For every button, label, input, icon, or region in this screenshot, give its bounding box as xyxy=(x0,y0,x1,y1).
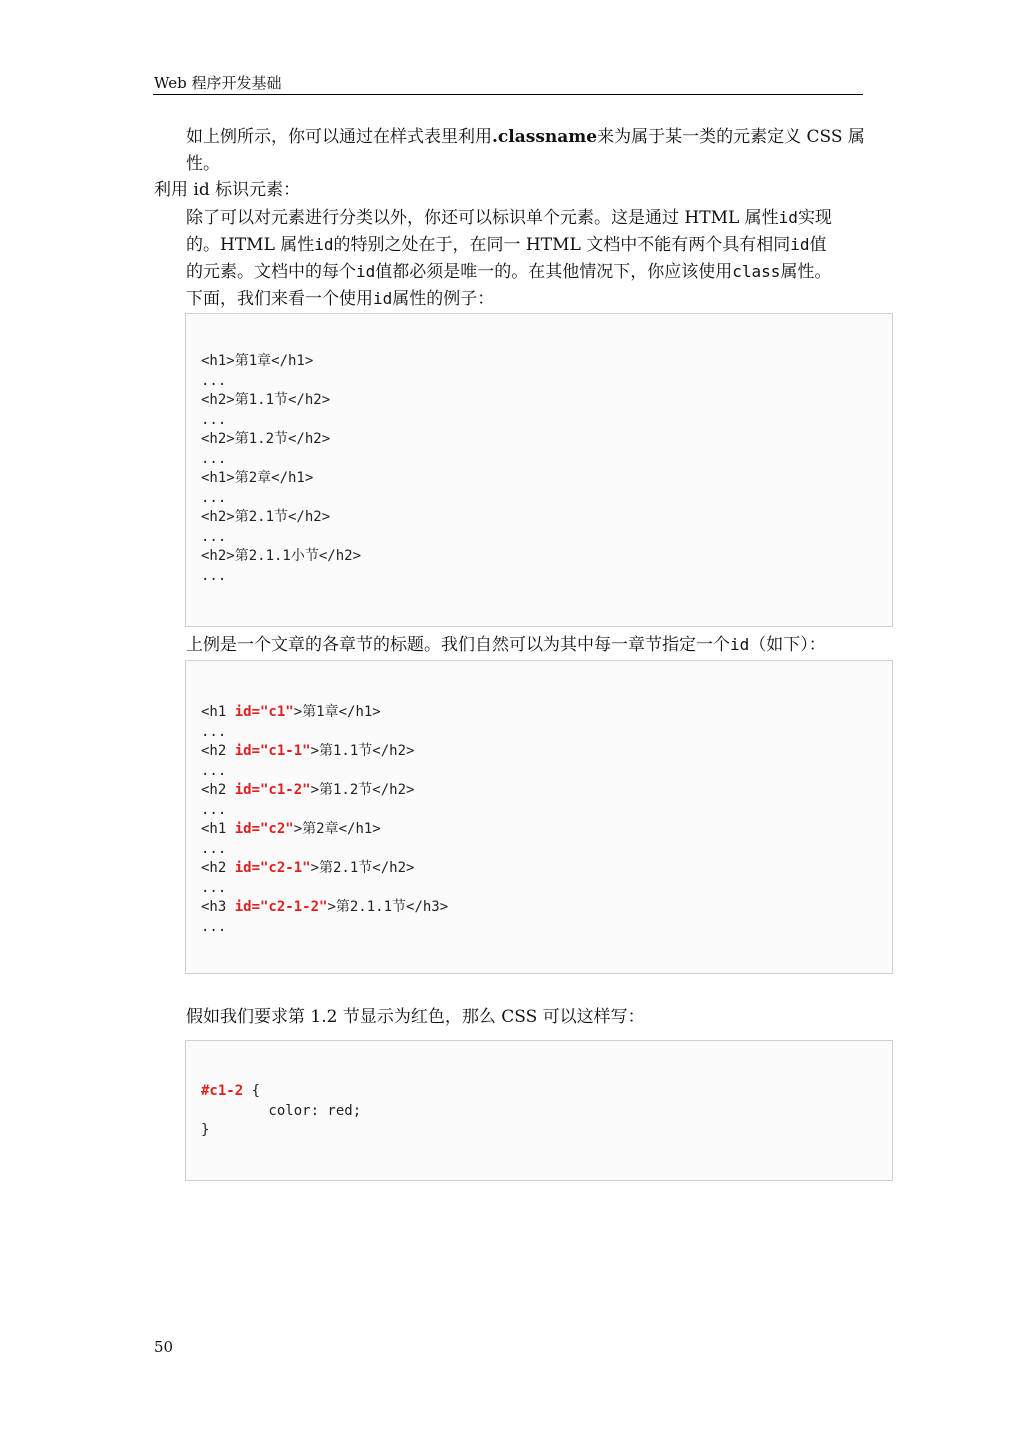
code-token: <h2 xyxy=(201,782,235,798)
code-token: <h1 xyxy=(201,821,235,837)
paragraph-id-line3 xyxy=(186,258,831,286)
text-segment: 属性。 xyxy=(780,262,832,282)
id-attribute: id="c1" xyxy=(234,704,294,720)
code-line xyxy=(201,820,448,840)
code-token: >第2.1节</h2> xyxy=(310,860,415,876)
paragraph-assign-id xyxy=(186,631,826,659)
id-attribute: id="c2-1" xyxy=(234,860,311,876)
text-segment: （如下）： xyxy=(749,635,826,655)
code-line: <h2>第1.1节</h2> xyxy=(201,392,331,408)
text-segment: 值 xyxy=(809,235,827,255)
code-token: <h2 xyxy=(201,743,235,759)
id-attribute: id="c1-1" xyxy=(234,743,311,759)
code-token: { xyxy=(243,1083,261,1099)
id-attribute: id="c2-1-2" xyxy=(234,899,328,915)
text-segment: 值都必须是唯一的。在其他情况下，你应该使用 xyxy=(375,262,733,282)
code-token: >第1.1节</h2> xyxy=(310,743,415,759)
code-line xyxy=(201,742,448,762)
code-block xyxy=(201,703,448,937)
code-line: <h2>第2.1.1小节</h2> xyxy=(201,548,362,564)
inline-code: id xyxy=(730,635,750,654)
code-line xyxy=(201,898,448,918)
code-token: >第2.1.1节</h3> xyxy=(327,899,449,915)
code-line xyxy=(201,918,448,938)
text-segment: 实现 xyxy=(797,208,832,228)
code-line: ... xyxy=(201,489,227,506)
code-token: ... xyxy=(201,762,227,779)
code-token: ... xyxy=(201,801,227,818)
page-number: 50 xyxy=(154,1338,174,1356)
code-token: ... xyxy=(201,918,227,935)
text-segment: 属性的例子： xyxy=(392,289,495,309)
text-segment: 的特别之处在于，在同一 HTML 文档中不能有两个具有相同 xyxy=(333,235,791,255)
code-line: ... xyxy=(201,528,227,545)
code-line: <h2>第1.2节</h2> xyxy=(201,431,331,447)
text-segment: 如上例所示，你可以通过在样式表里利用 xyxy=(186,127,492,147)
code-block xyxy=(201,1082,361,1141)
inline-code: id xyxy=(373,289,393,308)
code-line: ... xyxy=(201,372,227,389)
code-line: ... xyxy=(201,450,227,467)
code-token: ... xyxy=(201,879,227,896)
code-token: ... xyxy=(201,723,227,740)
code-token: >第1章</h1> xyxy=(293,704,381,720)
code-line: <h1>第2章</h1> xyxy=(201,470,314,486)
paragraph-classname-cont: 性。 xyxy=(186,154,220,174)
inline-code: id xyxy=(790,235,810,254)
code-line: ... xyxy=(201,411,227,428)
id-attribute: id="c1-2" xyxy=(234,782,311,798)
code-example-headings xyxy=(185,313,893,627)
code-token: >第2章</h1> xyxy=(293,821,381,837)
code-line xyxy=(201,840,448,860)
text-segment: 来为属于某一类的元素定义 CSS 属 xyxy=(597,127,865,147)
css-selector: #c1-2 xyxy=(201,1083,244,1099)
code-example-css xyxy=(185,1040,893,1181)
code-line: color: red; xyxy=(201,1102,362,1119)
running-header: Web 程序开发基础 xyxy=(154,74,282,92)
paragraph-css-red: 假如我们要求第 1.2 节显示为红色，那么 CSS 可以这样写： xyxy=(186,1007,645,1027)
code-line: } xyxy=(201,1122,210,1138)
code-line xyxy=(201,703,448,723)
paragraph-id-line1 xyxy=(186,204,832,232)
code-block xyxy=(201,352,361,586)
section-heading-id: 利用 id 标识元素： xyxy=(154,180,301,200)
paragraph-id-line2 xyxy=(186,231,826,259)
code-line: <h2>第2.1节</h2> xyxy=(201,509,331,525)
header-rule xyxy=(153,94,863,95)
text-segment: 的。HTML 属性 xyxy=(186,235,315,255)
paragraph-classname xyxy=(186,124,865,151)
code-line: <h1>第1章</h1> xyxy=(201,353,314,369)
code-token: <h3 xyxy=(201,899,235,915)
code-line xyxy=(201,801,448,821)
code-line xyxy=(201,723,448,743)
code-line xyxy=(201,1082,361,1102)
paragraph-id-line4 xyxy=(186,285,494,313)
code-example-ids xyxy=(185,660,893,974)
code-token: <h1 xyxy=(201,704,235,720)
text-segment: 的元素。文档中的每个 xyxy=(186,262,356,282)
text-segment: 上例是一个文章的各章节的标题。我们自然可以为其中每一章节指定一个 xyxy=(186,635,730,655)
code-token: >第1.2节</h2> xyxy=(310,782,415,798)
code-line xyxy=(201,879,448,899)
code-token: <h2 xyxy=(201,860,235,876)
id-attribute: id="c2" xyxy=(234,821,294,837)
inline-code: id xyxy=(778,208,798,227)
code-line xyxy=(201,859,448,879)
inline-code: class xyxy=(732,262,781,281)
inline-code: id xyxy=(314,235,334,254)
code-line: ... xyxy=(201,567,227,584)
code-token: ... xyxy=(201,840,227,857)
code-line xyxy=(201,762,448,782)
inline-code: id xyxy=(356,262,376,281)
text-segment: 下面，我们来看一个使用 xyxy=(186,289,373,309)
classname-keyword: .classname xyxy=(492,127,598,147)
code-line xyxy=(201,781,448,801)
text-segment: 除了可以对元素进行分类以外，你还可以标识单个元素。这是通过 HTML 属性 xyxy=(186,208,779,228)
